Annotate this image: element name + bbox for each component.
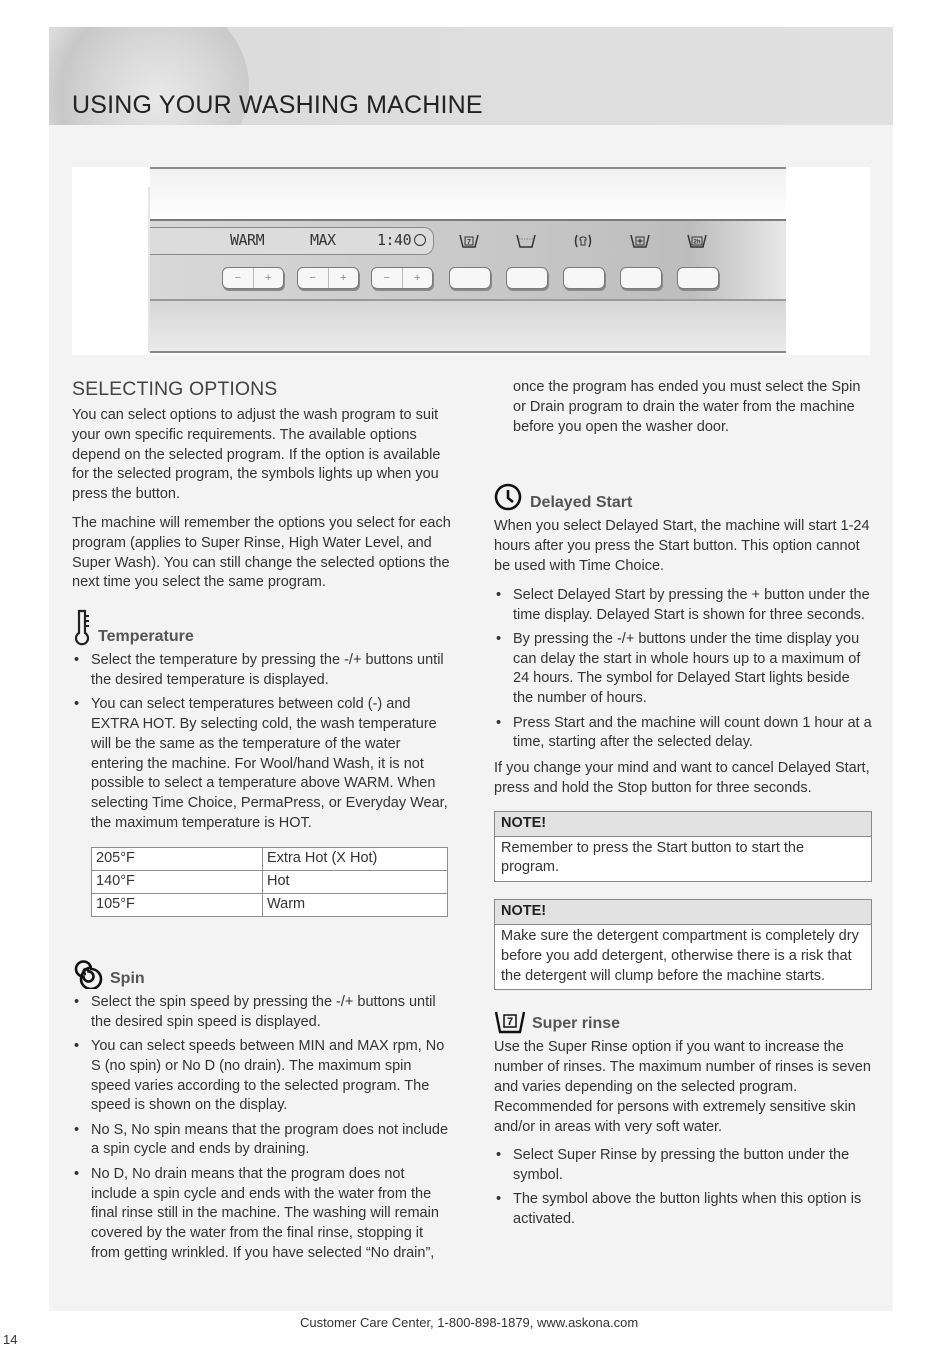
list-item: • Select the spin speed by pressing the -/+ buttons until the desired spin speed is displayed. — [72, 993, 452, 1033]
page-number: 14 — [3, 1332, 18, 1347]
list-item: • The symbol above the button lights when this option is activated. — [494, 1190, 872, 1230]
delayed-start-title: Delayed Start — [530, 494, 633, 512]
table-row — [92, 893, 448, 916]
table-cell: Warm — [263, 893, 448, 916]
list-item: • Select Super Rinse by pressing the button under the symbol. — [494, 1146, 872, 1186]
control-strip — [150, 219, 786, 301]
control-panel-illustration — [72, 167, 870, 355]
page-title: USING YOUR WASHING MACHINE — [72, 91, 483, 119]
super-rinse-list — [494, 1146, 872, 1230]
super-rinse-icon — [494, 1010, 526, 1034]
thermometer-icon — [72, 609, 92, 647]
table-cell: 140°F — [92, 870, 263, 893]
high-water-level-button[interactable] — [506, 267, 548, 289]
list-item: • Select the temperature by pressing the -/+ buttons until the desired temperature is displayed. — [72, 651, 452, 691]
clock-icon — [414, 234, 426, 246]
time-minus-button[interactable]: − — [383, 272, 390, 284]
temperature-heading — [72, 609, 452, 647]
time-minus-plus-button[interactable] — [371, 267, 433, 289]
spin-minus-button[interactable]: − — [309, 272, 316, 284]
footer-contact: Customer Care Center, 1-800-898-1879, www.askona.com — [300, 1315, 639, 1330]
clock-icon — [494, 483, 524, 513]
section-title-selecting-options: SELECTING OPTIONS — [72, 378, 278, 400]
temperature-minus-button[interactable]: − — [234, 272, 241, 284]
spin-heading — [72, 959, 452, 989]
paragraph: When you select Delayed Start, the machine will start 1-24 hours after you press the Start button. This option cannot be used with Time Choice. — [494, 518, 870, 574]
table-cell: 205°F — [92, 847, 263, 870]
list-item: • Select Delayed Start by pressing the + button under the time display. Delayed Start is shown for three seconds. — [494, 586, 872, 626]
svg-text:2h: 2h — [693, 239, 701, 246]
display-time: 1:40 — [377, 231, 412, 249]
spin-list — [72, 993, 452, 1264]
super-rinse-icon-label: 7 — [506, 1016, 514, 1029]
display-temperature: WARM — [230, 231, 265, 249]
note-title: NOTE! — [495, 812, 871, 837]
temperature-table — [91, 847, 448, 917]
time-plus-button[interactable]: + — [402, 268, 433, 288]
delayed-start-list — [494, 586, 872, 753]
delayed-start-2h-icon — [687, 234, 707, 248]
super-rinse-button[interactable] — [449, 267, 491, 289]
temperature-title: Temperature — [98, 628, 194, 646]
note-body: Remember to press the Start button to start the program. — [501, 839, 805, 876]
spin-minus-plus-button[interactable] — [297, 267, 359, 289]
super-rinse-heading — [494, 1010, 872, 1034]
table-row — [92, 870, 448, 893]
note-body: Make sure the detergent compartment is completely dry before you add detergent, otherwise there is a risk that the detergent will clump before the machine starts. — [501, 927, 859, 984]
super-rinse-title: Super rinse — [532, 1015, 621, 1033]
list-item: • Press Start and the machine will count down 1 hour at a time, starting after the selected delay. — [494, 714, 872, 754]
left-column — [72, 378, 452, 1270]
svg-text:7: 7 — [467, 239, 471, 246]
list-item: • No S, No spin means that the program does not include a spin cycle and ends by draining. — [72, 1121, 452, 1161]
spin-plus-button[interactable]: + — [328, 268, 359, 288]
table-cell: Extra Hot (X Hot) — [263, 847, 448, 870]
paragraph: You can select options to adjust the wash program to suit your own specific requirements. The available options depend on the selected program. If the option is available for the selected program, the symbols lights up when you press the button. — [72, 407, 441, 503]
anti-crease-icon — [573, 234, 593, 248]
super-wash-button[interactable] — [620, 267, 662, 289]
lcd-display — [150, 227, 434, 255]
table-cell: 105°F — [92, 893, 263, 916]
delayed-start-heading — [494, 483, 872, 513]
paragraph: If you change your mind and want to cancel Delayed Start, press and hold the Stop button for three seconds. — [494, 760, 870, 796]
paragraph: The machine will remember the options you select for each program (applies to Super Rinse, High Water Level, and Super Wash). You can still change the selected options the next time you select the same program. — [72, 514, 451, 591]
temperature-plus-button[interactable]: + — [253, 268, 284, 288]
panel-top-surface — [150, 169, 786, 219]
spin-spiral-icon — [72, 959, 104, 989]
anti-crease-button[interactable] — [563, 267, 605, 289]
table-cell: Hot — [263, 870, 448, 893]
list-item: • No D, No drain means that the program does not include a spin cycle and ends with the water from the final rinse still in the machine. The washing will remain covered by the water from the final rinse, stopping it from getting wrinkled. If you have selected “No drain”, — [72, 1165, 452, 1264]
delayed-start-button[interactable] — [677, 267, 719, 289]
table-row — [92, 847, 448, 870]
temperature-list — [72, 651, 452, 834]
temperature-minus-plus-button[interactable] — [222, 267, 284, 289]
high-water-level-icon — [516, 234, 536, 248]
spin-title: Spin — [110, 969, 145, 987]
super-wash-icon — [630, 234, 650, 248]
note-title: NOTE! — [495, 900, 871, 925]
list-item: • By pressing the -/+ buttons under the time display you can delay the start in whole hours up to a maximum of 24 hours. The symbol for Delayed Start lights beside the number of hours. — [494, 630, 872, 709]
panel-lower-surface — [150, 301, 786, 353]
paragraph: Use the Super Rinse option if you want to increase the number of rinses. The maximum number of rinses is seven and varies depending on the selected program. Recommended for persons with extremely sensitive skin and/or in areas with very soft water. — [494, 1039, 871, 1135]
note-box — [494, 899, 872, 990]
note-box — [494, 811, 872, 882]
display-spin: MAX — [310, 231, 336, 249]
list-item: • You can select speeds between MIN and MAX rpm, No S (no spin) or No D (no drain). The maximum spin speed varies according to the selected program. The speed is shown on the display. — [72, 1037, 452, 1116]
right-column — [494, 378, 872, 1236]
list-item: • You can select temperatures between cold (-) and EXTRA HOT. By selecting cold, the wash temperature will be the same as the temperature of the water entering the machine. For Wool/hand Wash, it is not possible to select a temperature above WARM. When selecting Time Choice, PermaPress, or Everyday Wear, the maximum temperature is HOT. — [72, 695, 452, 834]
spin-continuation: once the program has ended you must select the Spin or Drain program to drain the water from the machine before you open the washer door. — [513, 379, 861, 435]
super-rinse-icon — [459, 234, 479, 248]
